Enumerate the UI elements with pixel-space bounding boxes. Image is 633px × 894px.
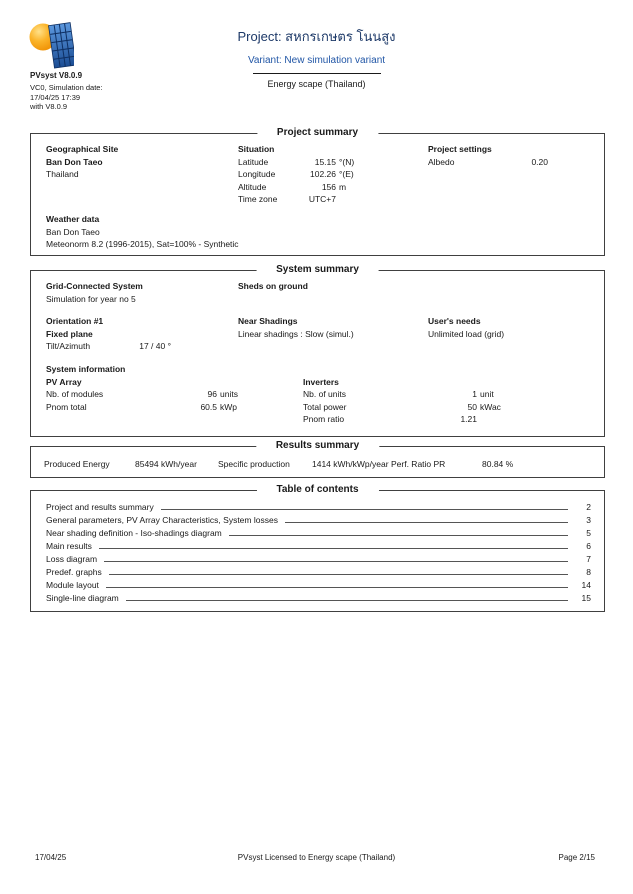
toc-entry (46, 528, 591, 541)
toc-entry (46, 515, 591, 528)
specific-production-value: 1414 kWh/kWp/year (312, 459, 389, 469)
toc-entry (46, 593, 591, 606)
report-header (0, 26, 633, 89)
pnom-ratio-value: 1.21 (460, 414, 477, 425)
toc-entry (46, 580, 591, 593)
altitude-value: 156 (321, 181, 336, 192)
system-summary-box (30, 264, 605, 437)
toc-entry-page: 2 (586, 502, 591, 512)
results-summary-box (30, 440, 605, 478)
inverters-heading: Inverters (303, 376, 339, 387)
toc-leader-line (161, 508, 568, 510)
latitude-label: Latitude (238, 156, 269, 167)
toc-leader-line (126, 599, 568, 601)
altitude-unit: m (339, 181, 347, 192)
perf-ratio-value: 80.84 % (482, 459, 514, 469)
variant-title: Variant: New simulation variant (247, 55, 386, 66)
timezone-value: UTC+7 (308, 194, 336, 205)
nb-modules-label: Nb. of modules (46, 389, 104, 400)
table-of-contents-box (30, 484, 605, 612)
longitude-unit: °(E) (339, 169, 354, 180)
toc-entry-page: 14 (581, 580, 591, 590)
toc-entry-label: Main results (46, 541, 92, 551)
toc-entry-label: Module layout (46, 580, 99, 590)
site-name: Ban Don Taeo (46, 156, 103, 167)
project-settings-heading: Project settings (428, 144, 492, 154)
timezone-label: Time zone (238, 194, 278, 205)
tilt-azimuth-label: Tilt/Azimuth (46, 341, 91, 352)
pnom-total-value: 60.5 (200, 401, 217, 412)
project-summary-title: Project summary (257, 127, 378, 138)
toc-entry-label: Predef. graphs (46, 567, 102, 577)
users-needs-value: Unlimited load (grid) (428, 328, 505, 339)
total-power-label: Total power (303, 401, 347, 412)
longitude-value: 102.26 (310, 169, 336, 180)
albedo-label: Albedo (428, 156, 455, 167)
users-needs-heading: User's needs (428, 316, 481, 327)
produced-energy-label: Produced Energy (44, 459, 110, 469)
near-shadings-value: Linear shadings : Slow (simul.) (238, 328, 354, 339)
situation-heading: Situation (238, 144, 275, 154)
toc-entry-page: 5 (586, 528, 591, 538)
toc-entry-label: General parameters, PV Array Characteristics, System losses (46, 515, 278, 525)
app-version: PVsyst V8.0.9 (30, 71, 83, 80)
tilt-azimuth-value: 17 / 40 ° (139, 341, 171, 352)
toc-entry-label: Loss diagram (46, 554, 98, 564)
albedo-value: 0.20 (531, 156, 548, 167)
project-summary-box (30, 127, 605, 256)
nb-inverter-units-label: Nb. of units (303, 389, 346, 400)
toc-entry (46, 541, 591, 554)
orientation-type: Fixed plane (46, 328, 93, 339)
produced-energy-value: 85494 kWh/year (135, 459, 197, 469)
toc-leader-line (106, 586, 568, 588)
altitude-label: Altitude (238, 181, 267, 192)
longitude-label: Longitude (238, 169, 276, 180)
toc-entry (46, 567, 591, 580)
system-summary-body (31, 271, 604, 426)
weather-data-heading: Weather data (46, 213, 100, 224)
pnom-total-unit: kWp (220, 401, 237, 412)
simulation-date-line: 17/04/25 17:39 (30, 92, 81, 102)
near-shadings-heading: Near Shadings (238, 316, 298, 327)
variant-code-line: VC0, Simulation date: (30, 83, 103, 92)
perf-ratio-label: Perf. Ratio PR (391, 459, 446, 469)
system-information-heading: System information (46, 363, 126, 374)
project-summary-body (31, 134, 604, 251)
latitude-value: 15.15 (314, 156, 336, 167)
company-name: Energy scape (Thailand) (267, 79, 366, 89)
orientation-heading: Orientation #1 (46, 316, 104, 327)
latitude-unit: °(N) (339, 156, 355, 167)
geographical-site-heading: Geographical Site (46, 144, 119, 154)
toc-leader-line (285, 521, 568, 523)
toc-entry-label: Single-line diagram (46, 593, 119, 603)
toc-leader-line (104, 560, 568, 562)
system-summary-title: System summary (256, 264, 379, 275)
project-title: Project: สหกรเกษตร โนนสูง (237, 29, 396, 44)
results-summary-title: Results summary (256, 440, 379, 451)
nb-modules-value: 96 (207, 389, 217, 400)
pnom-total-label: Pnom total (46, 401, 87, 412)
sheds-heading: Sheds on ground (238, 281, 308, 291)
weather-site: Ban Don Taeo (46, 226, 100, 237)
total-power-unit: kWac (480, 401, 501, 412)
toc-entry (46, 554, 591, 567)
header-divider (253, 73, 381, 74)
weather-source: Meteonorm 8.2 (1996-2015), Sat=100% - Synthetic (46, 239, 239, 250)
grid-connected-heading: Grid-Connected System (46, 281, 143, 291)
toc-entry-label: Near shading definition - Iso-shadings diagram (46, 528, 222, 538)
engine-version-line: with V8.0.9 (30, 102, 68, 111)
simulation-year-note: Simulation for year no 5 (46, 293, 136, 304)
pv-array-heading: PV Array (46, 376, 82, 387)
specific-production-label: Specific production (218, 459, 290, 469)
toc-entry-page: 7 (586, 554, 591, 564)
site-country: Thailand (46, 169, 79, 180)
toc-entry-label: Project and results summary (46, 502, 154, 512)
toc-entry-page: 8 (586, 567, 591, 577)
toc-body (31, 491, 604, 606)
toc-entry-page: 15 (581, 593, 591, 603)
total-power-value: 50 (467, 401, 477, 412)
toc-leader-line (229, 534, 568, 536)
toc-title: Table of contents (256, 484, 378, 495)
nb-modules-unit: units (220, 389, 238, 400)
toc-entry-page: 6 (586, 541, 591, 551)
toc-entry-page: 3 (586, 515, 591, 525)
pnom-ratio-label: Pnom ratio (303, 414, 345, 425)
nb-inverter-units-unit: unit (480, 389, 494, 400)
toc-leader-line (109, 573, 568, 575)
toc-entry (46, 502, 591, 515)
nb-inverter-units-value: 1 (472, 389, 477, 400)
footer-license: PVsyst Licensed to Energy scape (Thailand) (237, 853, 396, 862)
footer-date: 17/04/25 (35, 853, 67, 862)
toc-leader-line (99, 547, 568, 549)
footer-page-number: Page 2/15 (558, 853, 595, 862)
